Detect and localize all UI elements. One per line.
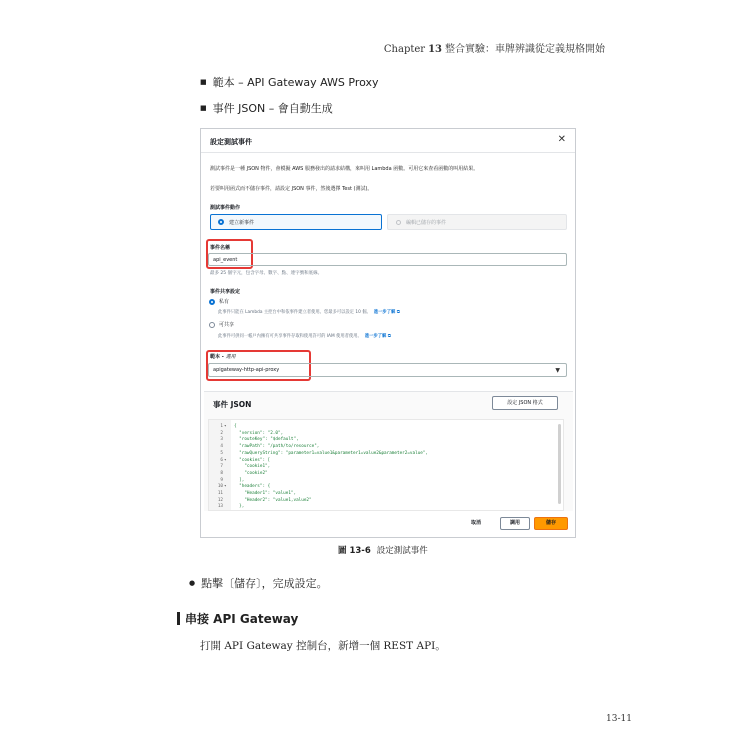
editor-scrollbar[interactable] xyxy=(558,424,561,504)
dialog-title: 設定測試事件 xyxy=(210,138,252,146)
event-name-label: 事件名稱 xyxy=(210,245,231,251)
code-text: ], xyxy=(234,477,245,483)
line-number: 9 xyxy=(220,477,223,483)
code-text: "version": "2.0", xyxy=(234,430,284,436)
learn-more-link[interactable]: 進一步了解 xyxy=(373,310,396,315)
bullet-template: ■ 範本 – API Gateway AWS Proxy xyxy=(200,74,379,90)
template-optional-text: 選用 xyxy=(225,354,236,360)
body-paragraph: 打開 API Gateway 控制台，新增一個 REST API。 xyxy=(200,640,446,652)
edit-saved-event-label: 編輯已儲存的事件 xyxy=(406,220,447,226)
bullet-event-json: ■ 事件 JSON – 會自動生成 xyxy=(200,100,333,116)
private-note-text: 此事件只能在 Lambda 主控台中和依事件建立者使用。您最多可以設定 10 個。 xyxy=(218,310,371,315)
shareable-note xyxy=(218,333,391,339)
code-text: "cookie1", xyxy=(234,464,271,470)
code-text: "rawQueryString": "parameter1=value1&parameter1=value2&parameter2=value", xyxy=(234,450,429,456)
radio-unselected-icon xyxy=(396,220,401,225)
invoke-button[interactable]: 調用 xyxy=(500,517,530,530)
save-button[interactable]: 儲存 xyxy=(534,517,568,530)
bullet-click-save: ● 點擊〔儲存〕，完成設定。 xyxy=(189,575,328,591)
section-marker xyxy=(177,612,180,625)
test-event-action-label: 測試事件動作 xyxy=(210,205,241,211)
radio-unselected-icon xyxy=(209,322,215,328)
code-text: "rawPath": "/path/to/resource", xyxy=(234,444,320,450)
section-heading: 串接 API Gateway xyxy=(185,612,299,626)
line-number: 13 xyxy=(217,504,223,510)
code-line xyxy=(209,503,539,510)
fold-toggle-icon[interactable]: ▾ xyxy=(224,457,227,463)
radio-selected-icon xyxy=(209,299,215,305)
radio-selected-icon xyxy=(218,219,224,225)
chapter-number: 13 xyxy=(428,44,442,55)
line-number: 1 xyxy=(220,424,223,429)
dialog-description-1: 測試事件是一種 JSON 物件，會模擬 AWS 服務發出的請求結構，來叫用 Lambda 函數。可用它來查看函數的叫用結果。 xyxy=(210,166,479,172)
code-text: "routeKey": "$default", xyxy=(234,437,299,443)
create-new-event-option[interactable] xyxy=(210,214,382,230)
configure-test-event-dialog xyxy=(200,128,576,538)
json-code-editor[interactable] xyxy=(208,419,564,511)
cancel-button[interactable]: 取消 xyxy=(471,520,482,526)
line-number: 10 xyxy=(217,484,223,490)
line-number: 3 xyxy=(220,437,223,443)
chapter-title: 整合實驗：車牌辨識從定義規格開始 xyxy=(445,44,605,55)
code-text: { xyxy=(234,424,237,429)
shareable-label: 可共享 xyxy=(219,322,235,328)
line-number: 7 xyxy=(220,464,223,470)
close-icon[interactable]: ✕ xyxy=(557,134,566,145)
code-text: "Header1": "value1", xyxy=(234,491,297,496)
line-number: 4 xyxy=(220,444,223,450)
line-number: 8 xyxy=(220,470,223,476)
running-header xyxy=(384,40,605,55)
line-number: 5 xyxy=(220,450,223,456)
create-new-event-label: 建立新事件 xyxy=(229,220,255,226)
edit-saved-event-option[interactable] xyxy=(387,214,567,230)
learn-more-link[interactable]: 進一步了解 xyxy=(364,334,387,339)
page-number: 13-11 xyxy=(606,714,632,724)
code-text: "Header2": "value1,value2" xyxy=(234,497,312,503)
figure-caption xyxy=(338,544,428,556)
caret-down-icon: ▼ xyxy=(555,367,560,374)
template-label xyxy=(210,353,236,360)
fold-toggle-icon[interactable]: ▾ xyxy=(224,424,227,429)
code-text: "cookies": [ xyxy=(234,457,271,463)
private-radio[interactable] xyxy=(209,298,229,305)
template-select[interactable] xyxy=(208,363,567,377)
template-label-text: 範本 - xyxy=(210,354,224,360)
event-json-title: 事件 JSON xyxy=(213,400,252,409)
figure-caption-text: 設定測試事件 xyxy=(376,546,428,556)
dialog-description-2: 若要叫用函式而不儲存事件，請設定 JSON 事件，然後選擇 Test (測試)。 xyxy=(210,186,373,192)
external-link-icon: ⧉ xyxy=(396,310,400,315)
fold-toggle-icon[interactable]: ▾ xyxy=(224,484,227,490)
event-sharing-label: 事件共享設定 xyxy=(210,289,241,295)
private-label: 私有 xyxy=(219,299,230,305)
chapter-prefix: Chapter xyxy=(383,44,426,55)
event-name-input[interactable]: api_event xyxy=(208,253,567,266)
format-json-button[interactable]: 設定 JSON 格式 xyxy=(492,396,558,410)
event-name-hint: 最多 25 個字元，包含字母、數字、點、連字號和底線。 xyxy=(210,271,323,276)
code-text: "headers": { xyxy=(234,484,271,490)
shareable-note-text: 此事件可供同一帳戶內擁有可共享事件存取和使用許可的 IAM 使用者使用。 xyxy=(218,334,362,339)
line-number: 11 xyxy=(217,491,223,496)
figure-number: 圖 13-6 xyxy=(338,546,371,556)
code-text: "cookie2" xyxy=(234,470,268,476)
line-number: 2 xyxy=(220,430,223,436)
line-number: 12 xyxy=(217,497,223,503)
line-number: 6 xyxy=(220,457,223,463)
dialog-header xyxy=(201,129,575,153)
external-link-icon: ⧉ xyxy=(387,334,391,339)
private-note xyxy=(218,309,400,315)
code-text: }, xyxy=(234,504,245,510)
shareable-radio[interactable] xyxy=(209,321,234,328)
template-selected-value: apigateway-http-api-proxy xyxy=(213,367,280,373)
